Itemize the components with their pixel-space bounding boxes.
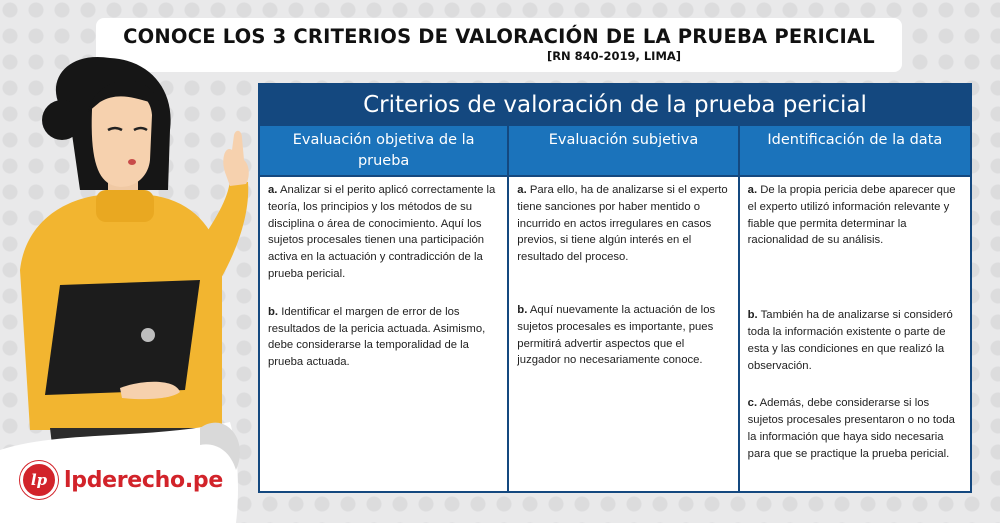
criterion-item: a. Para ello, ha de analizarse si el experto tiene sanciones por haber mentido o incurrido en actos irregulares en casos previos, si tiene algún interés en el resultado del proceso. (517, 184, 728, 264)
column-heading: Evaluación subjetiva (509, 126, 737, 175)
criterion-item: b. También ha de analizarse si consideró toda la información existente o parte de esta y las condiciones en que realizó la observación. (747, 309, 953, 372)
brand-name: lpderecho.pe (64, 467, 223, 493)
woman-with-laptop-illustration (0, 50, 260, 523)
page-title: CONOCE LOS 3 CRITERIOS DE VALORACIÓN DE LA PRUEBA PERICIAL (123, 25, 875, 48)
column-body (509, 177, 737, 491)
column-heading: Evaluación objetiva de la prueba (260, 126, 507, 175)
column-data-identification (740, 126, 970, 491)
column-heading: Identificación de la data (740, 126, 970, 175)
criterion-item: b. Aquí nuevamente la actuación de los sujetos procesales es importante, pues permitirá advertir aspectos que el juzgador no necesariamente conoce. (517, 303, 716, 367)
criterion-item: c. Además, debe considerarse si los sujetos procesales presentaron o no toda la información que haya sido necesaria para que se practique la prueba pericial. (747, 397, 955, 460)
table-title: Criterios de valoración de la prueba pericial (363, 92, 867, 118)
criterion-item: a. Analizar si el perito aplicó correctamente la teoría, los principios y los métodos de su disciplina o área de conocimiento. Aquí los sujetos procesales tienen una participación activa en la actuación y contradicción de la prueba pericial. (268, 184, 496, 280)
column-subjective-evaluation (509, 126, 737, 491)
criterion-item: b. Identificar el margen de error de los resultados de la pericia actuada. Asimismo, debe considerarse la temporalidad de la prueba actuada. (268, 305, 486, 369)
column-body (260, 177, 507, 491)
criteria-table (258, 83, 972, 493)
column-objective-evaluation (260, 126, 507, 491)
lp-logo-icon: lp (20, 461, 58, 499)
criterion-item: a. De la propia pericia debe aparecer que el experto utilizó información relevante y fiable que permita determinar la racionalidad de su análisis. (747, 184, 956, 247)
page-subtitle: [RN 840-2019, LIMA] (546, 49, 682, 63)
column-body (740, 177, 970, 491)
brand-logo-group (20, 458, 223, 502)
